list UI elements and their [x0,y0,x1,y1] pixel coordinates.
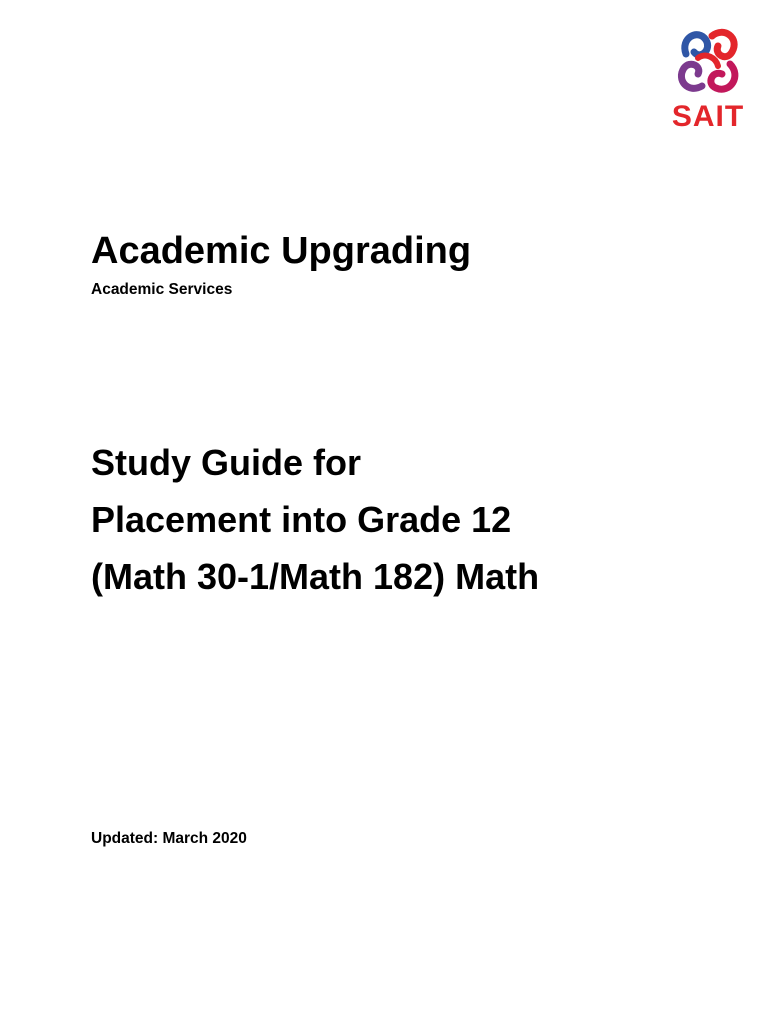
updated-date: Updated: March 2020 [91,830,247,847]
sait-logo [668,24,748,134]
document-title-line: (Math 30-1/Math 182) Math [91,556,540,597]
document-title-line: Placement into Grade 12 [91,499,512,540]
logo-wordmark: SAIT [671,100,745,133]
document-title [91,434,539,605]
sait-logo-icon [672,24,744,96]
department-title: Academic Upgrading [91,230,472,272]
department-subtitle: Academic Services [91,281,233,298]
document-title-line: Study Guide for [91,442,361,483]
